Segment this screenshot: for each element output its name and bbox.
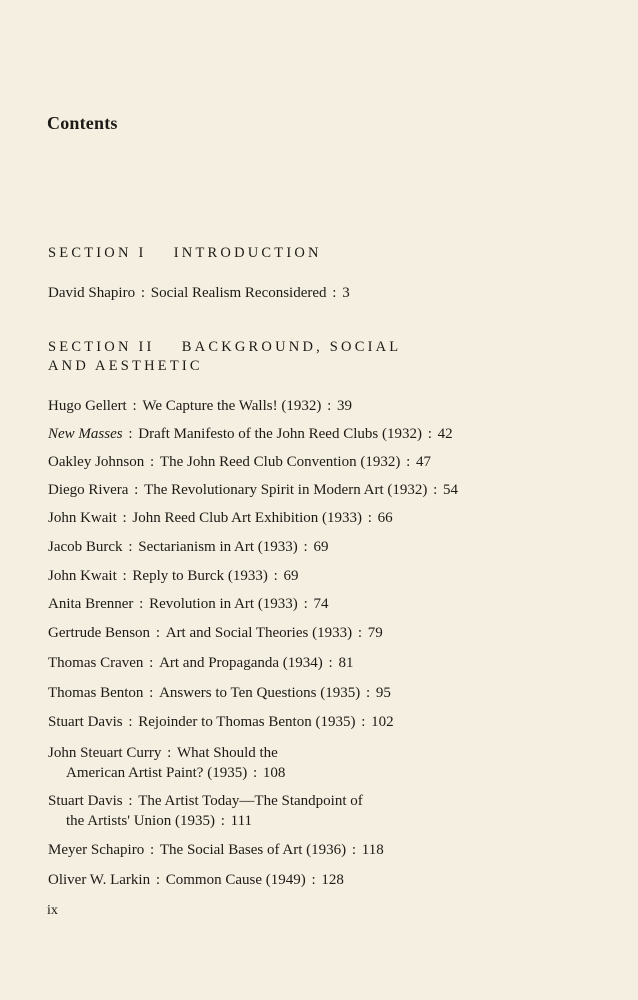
entry-author: John Kwait xyxy=(48,568,117,584)
entry-author: Diego Rivera xyxy=(48,482,129,498)
entry-page: 3 xyxy=(342,285,350,301)
toc-entry: Diego Rivera : The Revolutionary Spirit in Modern Art (1932) : 54 xyxy=(48,482,459,498)
entry-page: 54 xyxy=(443,482,459,498)
entry-author: Stuart Davis xyxy=(48,714,123,730)
entry-page: 69 xyxy=(313,539,329,555)
toc-entry: Stuart Davis : Rejoinder to Thomas Benton (1935) : 102 xyxy=(48,714,394,730)
entry-continuation: American Artist Paint? (1935) : 108 xyxy=(66,765,286,781)
entry-page: 128 xyxy=(321,872,344,888)
section-2-title-cont: AND AESTHETIC xyxy=(48,358,203,374)
entry-page: 111 xyxy=(230,813,253,829)
entry-author: Oakley Johnson xyxy=(48,454,145,470)
entry-author: Thomas Craven xyxy=(48,655,144,671)
entry-title: The Social Bases of Art (1936) xyxy=(159,842,347,858)
page-title: Contents xyxy=(47,113,118,133)
entry-title: Draft Manifesto of the John Reed Clubs (1932) xyxy=(138,426,422,442)
entry-page: 69 xyxy=(283,568,299,584)
entry-title: Revolution in Art (1933) xyxy=(149,596,298,612)
entry-page: 39 xyxy=(337,398,353,414)
entry-author: Hugo Gellert xyxy=(48,398,127,414)
entry-title: Rejoinder to Thomas Benton (1935) xyxy=(138,714,356,730)
entry-author: Anita Brenner xyxy=(48,596,134,612)
entry-title: The Revolutionary Spirit in Modern Art (1932) xyxy=(144,482,428,498)
toc-entry: Anita Brenner : Revolution in Art (1933) : 74 xyxy=(48,596,329,612)
toc-entry: John Steuart Curry : What Should the American Artist Paint? (1935) : 108 xyxy=(48,745,286,781)
toc-entry: John Kwait : John Reed Club Art Exhibition (1933) : 66 xyxy=(48,510,393,526)
section-2-title: SECTION II BACKGROUND, SOCIAL xyxy=(48,339,402,355)
toc-entry: Stuart Davis : The Artist Today—The Standpoint of the Artists' Union (1935) : 111 xyxy=(48,793,363,829)
entry-author: Meyer Schapiro xyxy=(48,842,145,858)
entry-page: 81 xyxy=(338,655,354,671)
entry-page: 118 xyxy=(361,842,384,858)
entry-title: What Should the xyxy=(177,745,278,761)
entry-title: Common Cause (1949) xyxy=(165,872,306,888)
toc-entry: Thomas Benton : Answers to Ten Questions (1935) : 95 xyxy=(48,685,391,701)
toc-entry: Hugo Gellert : We Capture the Walls! (1932) : 39 xyxy=(48,398,353,414)
entry-title: Reply to Burck (1933) xyxy=(132,568,268,584)
entry-author: David Shapiro xyxy=(48,285,136,301)
entry-author: Gertrude Benson xyxy=(48,625,151,641)
entry-page: 79 xyxy=(367,625,383,641)
entry-author: New Masses xyxy=(48,426,123,442)
entry-page: 74 xyxy=(313,596,329,612)
entry-page: 66 xyxy=(377,510,393,526)
entry-author: Thomas Benton xyxy=(48,685,144,701)
entry-title: Social Realism Reconsidered xyxy=(150,285,327,301)
entry-author: John Steuart Curry xyxy=(48,745,162,761)
toc-entry: Oliver W. Larkin : Common Cause (1949) : 128 xyxy=(48,872,344,888)
entry-title: Answers to Ten Questions (1935) xyxy=(159,685,361,701)
entry-title-cont: American Artist Paint? (1935) xyxy=(66,765,248,781)
toc-entry: Gertrude Benson : Art and Social Theories (1933) : 79 xyxy=(48,625,383,641)
toc-entry: Jacob Burck : Sectarianism in Art (1933) : 69 xyxy=(48,539,329,555)
entry-title: John Reed Club Art Exhibition (1933) xyxy=(132,510,362,526)
entry-author: Stuart Davis xyxy=(48,793,123,809)
entry-title: Art and Propaganda (1934) xyxy=(159,655,323,671)
page-number: ix xyxy=(47,903,58,918)
entry-page: 102 xyxy=(371,714,394,730)
entry-page: 108 xyxy=(262,765,286,781)
entry-author: Jacob Burck xyxy=(48,539,123,555)
entry-title: The Artist Today—The Standpoint of xyxy=(138,793,363,809)
entry-title: Sectarianism in Art (1933) xyxy=(138,539,298,555)
toc-entry: John Kwait : Reply to Burck (1933) : 69 xyxy=(48,568,299,584)
toc-entry: Oakley Johnson : The John Reed Club Convention (1932) : 47 xyxy=(48,454,431,470)
entry-author: John Kwait xyxy=(48,510,117,526)
toc-entry: Thomas Craven : Art and Propaganda (1934) : 81 xyxy=(48,655,354,671)
entry-title-cont: the Artists' Union (1935) xyxy=(66,813,215,829)
entry-page: 95 xyxy=(375,685,391,701)
entry-title: The John Reed Club Convention (1932) xyxy=(159,454,401,470)
toc-entry: David Shapiro : Social Realism Reconsidered : 3 xyxy=(48,285,350,301)
toc-entry: Meyer Schapiro : The Social Bases of Art (1936) : 118 xyxy=(48,842,384,858)
entry-continuation: the Artists' Union (1935) : 111 xyxy=(66,813,253,829)
section-1-title: SECTION I INTRODUCTION xyxy=(48,245,322,261)
entry-title: Art and Social Theories (1933) xyxy=(165,625,353,641)
entry-title: We Capture the Walls! (1932) xyxy=(142,398,322,414)
entry-page: 42 xyxy=(437,426,453,442)
entry-page: 47 xyxy=(415,454,431,470)
toc-entry: New Masses : Draft Manifesto of the John Reed Clubs (1932) : 42 xyxy=(48,426,453,442)
entry-author: Oliver W. Larkin xyxy=(48,872,151,888)
